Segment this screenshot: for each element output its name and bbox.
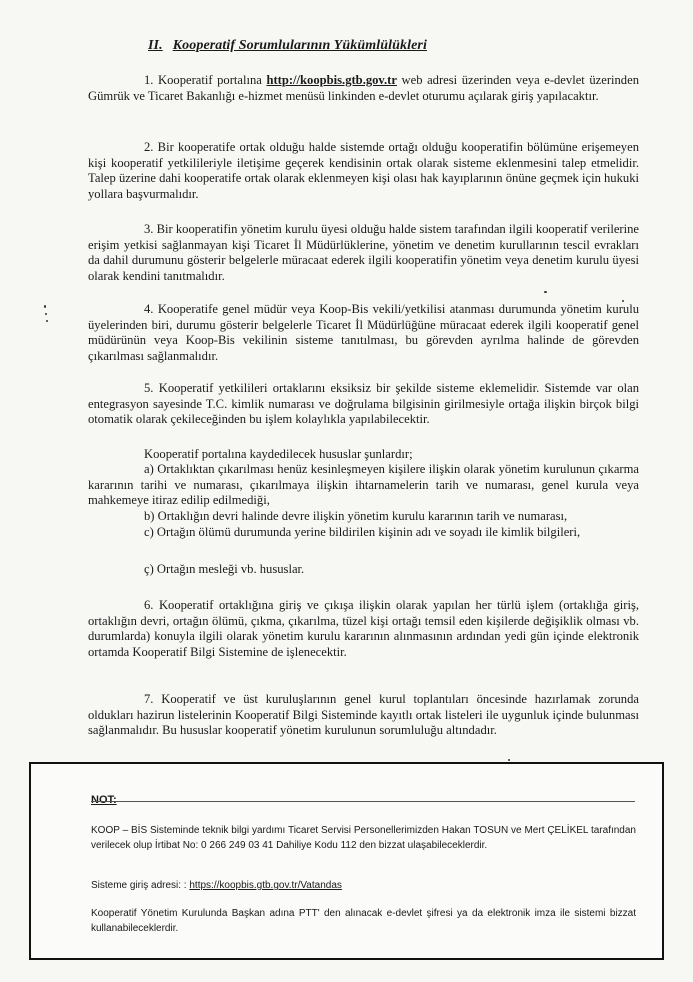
section-title: Kooperatif Sorumlularının Yükümlülükleri (172, 38, 427, 53)
note-login-link[interactable]: https://koopbis.gtb.gov.tr/Vatandas (189, 880, 342, 891)
portal-intro: Kooperatif portalına kaydedilecek hususlar şunlardır; (144, 447, 413, 461)
note-box (29, 762, 664, 960)
scan-speck (44, 305, 46, 308)
item-7: 7. Kooperatif ve üst kuruluşlarının genel kurul toplantıları öncesinde hazırlamak zorunda oldukları hazirun listelerinin Kooperatif Bilgi Sisteminde kayıtlı ortak listeleri ile uygunluk içinde bulunması sağlanmalıdır. Bu hususlar kooperatif yönetim kurulunun sorumluluğu altındadır. (88, 692, 639, 737)
item-4: 4. Kooperatife genel müdür veya Koop-Bis vekili/yetkilisi atanması durumunda yönetim kurulu üyelerinden biri, durumu gösterir belgelerle Ticaret İl Müdürlüğüne müracaat ederek ilgili kooperatif genel müdürünün veya Koop-Bis vekilinin sisteme tanıtılması, bu görevden ayrılma halinde de görevden çıkarılması sağlanmalıdır. (88, 302, 639, 363)
sub-item-cc: ç) Ortağın mesleği vb. hususlar. (144, 562, 305, 576)
item-5: 5. Kooperatif yetkilileri ortaklarını eksiksiz bir şekilde sisteme eklemelidir. Sistemde var olan entegrasyon sayesinde T.C. kimlik numarası ve doğrulama bilgisinin girilmesiyle ortağa ilişkin birçok bilgi otomatik olarak çekileceğinden bu işlem kolaylıkla yapılabilecektir. (88, 381, 639, 426)
scan-speck (46, 320, 48, 322)
note-support-text: KOOP – BİS Sisteminde teknik bilgi yardımı Ticaret Servisi Personellerimizden Hakan TOSUN ve Mert ÇELİKEL tarafından verilecek olup İrtibat No: 0 266 249 03 41 Dahiliye Kodu 112 den bizzat ulaşabileceklerdir. (91, 825, 636, 851)
note-login-label: Sisteme giriş adresi: : (91, 880, 187, 891)
sub-item-a: a) Ortaklıktan çıkarılması henüz kesinleşmeyen kişilere ilişkin olarak yönetim kurulunun çıkarma kararının tarihi ve numarası, çıkarılmaya ilişkin ihtarnamelerin tarih ve numarası, genel kurula veya mahkemeye itiraz edilip edilmediği, (88, 462, 639, 507)
scan-speck (508, 759, 510, 761)
portal-link[interactable]: http://koopbis.gtb.gov.tr (266, 73, 397, 87)
scan-speck (622, 300, 624, 302)
sub-item-b: b) Ortaklığın devri halinde devre ilişkin yönetim kurulu kararının tarih ve numarası, (144, 509, 568, 523)
item-6: 6. Kooperatif ortaklığına giriş ve çıkışa ilişkin olarak yapılan her türlü işlem (ortaklığa giriş, ortaklığın devri, ortağın ölümü, çıkma, çıkarılma, tüzel kişi ortağı temsil eden kişilerde değişiklik olması vb. durumlarda) konuyla ilgili olarak yönetim kurulu kararının alınmasının ardından yedi gün içinde elektronik ortamda Kooperatif Bilgi Sistemine de işlenecektir. (88, 598, 639, 659)
item-2: 2. Bir kooperatife ortak olduğu halde sistemde ortağı olduğu kooperatifin bölümüne erişemeyen kişi kooperatif yetkilileriyle iletişime geçerek kendisinin ortak olarak sisteme eklenmesini talep etmelidir. Talep üzerine dahi kooperatife ortak olarak eklenmeyen kişi olası hak kayıplarının önüne geçmek için hukuki yollara başvurmalıdır. (88, 140, 639, 201)
section-heading (148, 38, 427, 54)
section-number: II. (148, 38, 163, 53)
scan-speck (45, 313, 47, 315)
note-login-line (91, 879, 636, 894)
note-title: NOT: (91, 794, 117, 806)
note-divider (91, 801, 635, 802)
item-3: 3. Bir kooperatifin yönetim kurulu üyesi olduğu halde sistem tarafından ilgili kooperatif verilerine erişim yetkisi sağlanmayan kişi Ticaret İl Müdürlüklerine, yönetim ve denetim kurullarının tescil evrakları da dahil durumunu gösterir belgelerle müracaat ederek ilgili kooperatifin yönetim veya denetim kurulu üyesi olarak kendini tanıtmalıdır. (88, 222, 639, 283)
scan-speck (544, 291, 547, 293)
note-edevlet-text: Kooperatif Yönetim Kurulunda Başkan adına PTT' den alınacak e-devlet şifresi ya da elektronik imza ile sistemi bizzat kullanabileceklerdir. (91, 908, 636, 934)
sub-item-c: c) Ortağın ölümü durumunda yerine bildirilen kişinin adı ve soyadı ile kimlik bilgileri, (144, 525, 581, 539)
item-1: 1. Kooperatif portalına http://koopbis.gtb.gov.tr web adresi üzerinden veya e-devlet üzerinden Gümrük ve Ticaret Bakanlığı e-hizmet menüsü linkinden e-devlet oturumu açılarak giriş yapılacaktır. (88, 73, 639, 103)
